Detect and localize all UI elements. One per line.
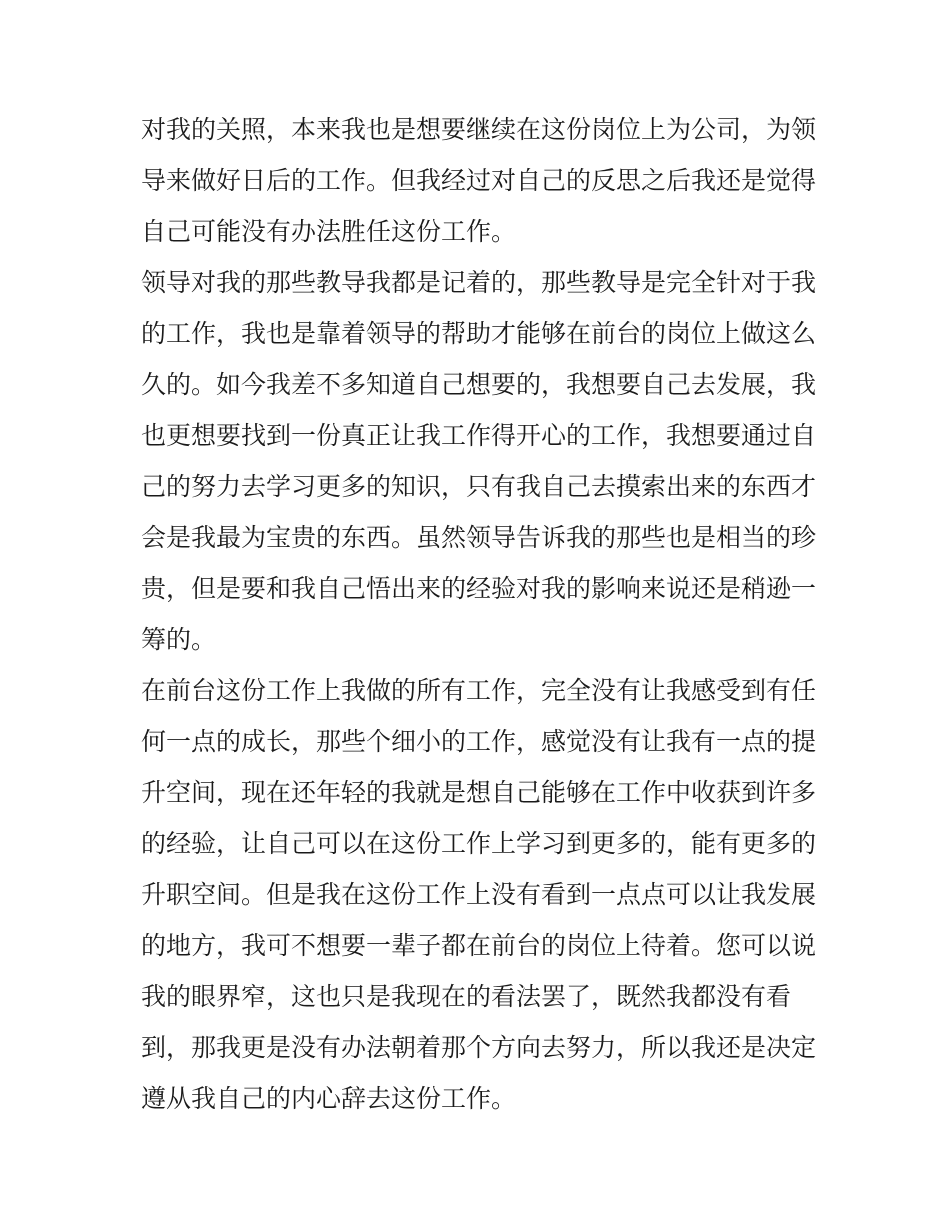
text-line: 的经验，让自己可以在这份工作上学习到更多的，能有更多的 xyxy=(141,829,817,858)
text-line: 会是我最为宝贵的东西。虽然领导告诉我的那些也是相当的珍 xyxy=(141,523,817,552)
text-line: 对我的关照，本来我也是想要继续在这份岗位上为公司，为领 xyxy=(141,115,817,144)
text-line: 己的努力去学习更多的知识，只有我自己去摸索出来的东西才 xyxy=(141,472,817,501)
text-line: 筹的。 xyxy=(141,625,217,654)
text-line: 导来做好日后的工作。但我经过对自己的反思之后我还是觉得 xyxy=(141,166,817,195)
text-line: 久的。如今我差不多知道自己想要的，我想要自己去发展，我 xyxy=(141,370,817,399)
text-line: 何一点的成长，那些个细小的工作，感觉没有让我有一点的提 xyxy=(141,727,817,756)
text-line: 贵，但是要和我自己悟出来的经验对我的影响来说还是稍逊一 xyxy=(141,574,817,603)
document-body xyxy=(141,104,821,1124)
text-line: 的工作，我也是靠着领导的帮助才能够在前台的岗位上做这么 xyxy=(141,319,817,348)
text-line: 自己可能没有办法胜任这份工作。 xyxy=(141,217,517,246)
text-line: 我的眼界窄，这也只是我现在的看法罢了，既然我都没有看 xyxy=(141,982,792,1011)
text-line: 升空间，现在还年轻的我就是想自己能够在工作中收获到许多 xyxy=(141,778,817,807)
text-line: 到，那我更是没有办法朝着那个方向去努力，所以我还是决定 xyxy=(141,1033,817,1062)
text-line: 也更想要找到一份真正让我工作得开心的工作，我想要通过自 xyxy=(141,421,817,450)
text-line: 升职空间。但是我在这份工作上没有看到一点点可以让我发展 xyxy=(141,880,817,909)
text-line: 的地方，我可不想要一辈子都在前台的岗位上待着。您可以说 xyxy=(141,931,817,960)
text-line: 在前台这份工作上我做的所有工作，完全没有让我感受到有任 xyxy=(141,676,817,705)
text-line: 领导对我的那些教导我都是记着的，那些教导是完全针对于我 xyxy=(141,268,817,297)
text-line: 遵从我自己的内心辞去这份工作。 xyxy=(141,1084,517,1113)
